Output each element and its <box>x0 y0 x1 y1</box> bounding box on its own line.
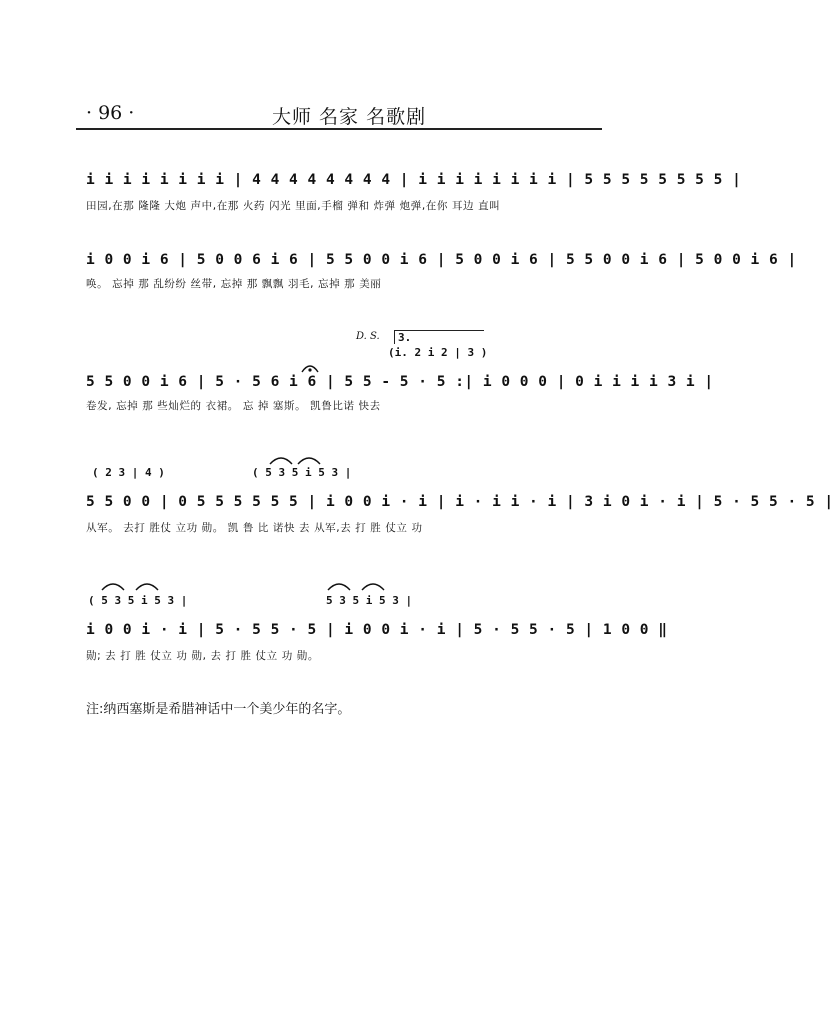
score-upper-left-line-4: ( 2 3 | 4 ) <box>92 466 165 479</box>
fermata-icon <box>300 360 320 374</box>
score-lyrics-line-4: 从军。 去打 胜仗 立功 勋。 凯 鲁 比 诺快 去 从军,去 打 胜 仗立 功 <box>86 522 423 534</box>
slur-arcs-icon <box>326 576 390 592</box>
score-upper-line-3: (i. 2 i 2 | 3 ) <box>388 346 488 359</box>
score-lyrics-line-5: 勋; 去 打 胜 仗立 功 勋, 去 打 胜 仗立 功 勋。 <box>86 650 319 662</box>
dal-segno-mark: D. S. <box>356 331 380 342</box>
slur-arcs-icon <box>268 450 324 466</box>
page-number: · 96 · <box>86 102 135 124</box>
header-rule <box>76 128 602 130</box>
footnote: 注:纳西塞斯是希腊神话中一个美少年的名字。 <box>86 702 351 717</box>
score-notes-line-5: i 0 0 i · i | 5 · 5 5 · 5 | i 0 0 i · i | 5 · 5 5 · 5 | 1 0 0 ‖ <box>86 622 668 638</box>
book-title: 大师 名家 名歌剧 <box>272 106 427 128</box>
score-lyrics-line-2: 唤。 忘掉 那 乱纷纷 丝带, 忘掉 那 飘飘 羽毛, 忘掉 那 美丽 <box>86 278 382 290</box>
score-upper-right-line-5: 5 3 5 i 5 3 | <box>326 594 413 607</box>
score-upper-left-line-5: ( 5 3 5 i 5 3 | <box>88 594 188 607</box>
score-notes-line-2: i 0 0 i 6 | 5 0 0 6 i 6 | 5 5 0 0 i 6 | 5 0 0 i 6 | 5 5 0 0 i 6 | 5 0 0 i 6 | <box>86 252 797 268</box>
score-notes-line-1: i i i i i i i i | 4 4 4 4 4 4 4 4 | i i i i i i i i | 5 5 5 5 5 5 5 5 | <box>86 172 742 188</box>
score-notes-line-3: 5 5 0 0 i 6 | 5 · 5 6 i 6 | 5 5 - 5 · 5 :| i 0 0 0 | 0 i i i i 3 i | <box>86 374 714 390</box>
volta-bracket: 3. <box>394 330 484 344</box>
slur-arcs-icon <box>100 576 164 592</box>
score-lyrics-line-3: 卷发, 忘掉 那 些灿烂的 衣裙。 忘 掉 塞斯。 凯鲁比诺 快去 <box>86 400 381 412</box>
score-upper-right-line-4: ( 5 3 5 i 5 3 | <box>252 466 352 479</box>
score-lyrics-line-1: 田园,在那 隆隆 大炮 声中,在那 火药 闪光 里面,手榴 弹和 炸弹 炮弹,在你 耳边 直叫 <box>86 200 501 212</box>
score-notes-line-4: 5 5 0 0 | 0 5 5 5 5 5 5 | i 0 0 i · i | i · i i · i | 3 i 0 i · i | 5 · 5 5 · 5 | <box>86 494 834 510</box>
